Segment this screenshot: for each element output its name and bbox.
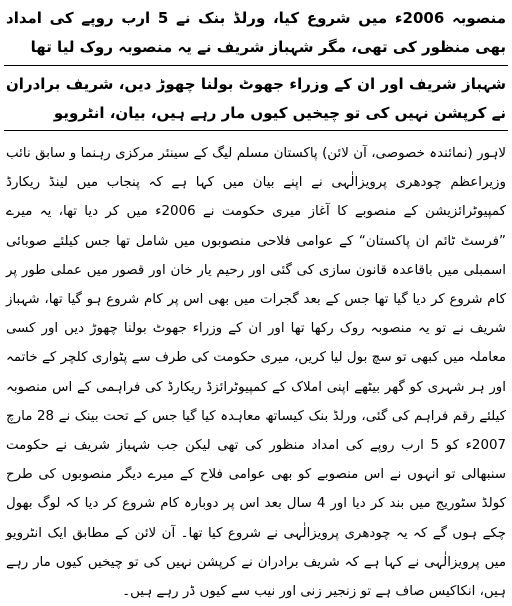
article-subheadline: شہباز شریف اور ان کے وزراء جھوٹ بولنا چھوڑ دیں، شریف برادران نے کرپشن نہیں کی تو چیخیں کیوں مار رہے ہیں، بیان، انٹرویو — [6, 75, 506, 122]
article-body: لاہور (نمائندہ خصوصی، آن لائن) پاکستان مسلم لیگ کے سینئر مرکزی رہنما و سابق نائب وزیراعظم چودھری پرویزالٰہی نے اپنے بیان میں کہا ہے کہ پنجاب میں لینڈ ریکارڈ کمپیوٹرائزیشن کے منصوبے کا آغاز میری حکومت نے 2006ء میں کر دیا تھا، یہ میرے ”فرسٹ ٹائم ان پاکستان“ کے عوامی فلاحی منصوبوں میں شامل تھا جس کیلئے صوبائی اسمبلی میں باقاعدہ قانون سازی کی گئی اور رحیم یار خان اور قصور میں عملی طور پر کام شروع کر دیا گیا تھا جس کے بعد گجرات میں بھی اس پر کام شروع ہو گیا تھا، شہباز شریف نے تو یہ منصوبہ روک رکھا تھا اور ان کے وزراء جھوٹ بولنا چھوڑ دیں اور کسی معاملہ میں کبھی تو سچ بول لیا کریں، میری حکومت کی طرف سے پٹواری کلچر کے خاتمہ اور ہر شہری کو گھر بیٹھے اپنی املاک کے کمپیوٹرائزڈ ریکارڈ کی فراہمی کے اس منصوبہ کیلئے رقم فراہم کی گئی، ورلڈ بنک کیساتھ معاہدہ کیا گیا جس کے تحت بینک نے 28 مارچ 2007ء کو 5 ارب روپے کی امداد منظور کی تھی لیکن جب شہباز شریف نے حکومت سنبھالی تو انہوں نے اس منصوبے کو بھی عوامی فلاح کے میرے دیگر منصوبوں کی طرح کولڈ سٹوریج میں بند کر دیا اور 4 سال بعد اس پر دوبارہ کام شروع کر دیا کہ لوگ بھول چکے ہوں گے کہ یہ چودھری پرویزالٰہی نے شروع کیا تھا۔ آن لائن کے مطابق ایک انٹرویو میں پرویزالٰہی نے کہا ہے کہ شریف برادران نے کرپشن نہیں کی تو چیخیں کیوں مار رہے ہیں، انکاکیس صاف ہے تو زنجیر زنی اور نیب سے کیوں ڈر رہے ہیں۔ — [6, 146, 507, 600]
article-headline: منصوبہ 2006ء میں شروع کیا، ورلڈ بنک نے 5 ارب روپے کی امداد بھی منظور کی تھی، مگر شہباز شریف نے یہ منصوبہ روک لیا تھا — [6, 9, 506, 56]
